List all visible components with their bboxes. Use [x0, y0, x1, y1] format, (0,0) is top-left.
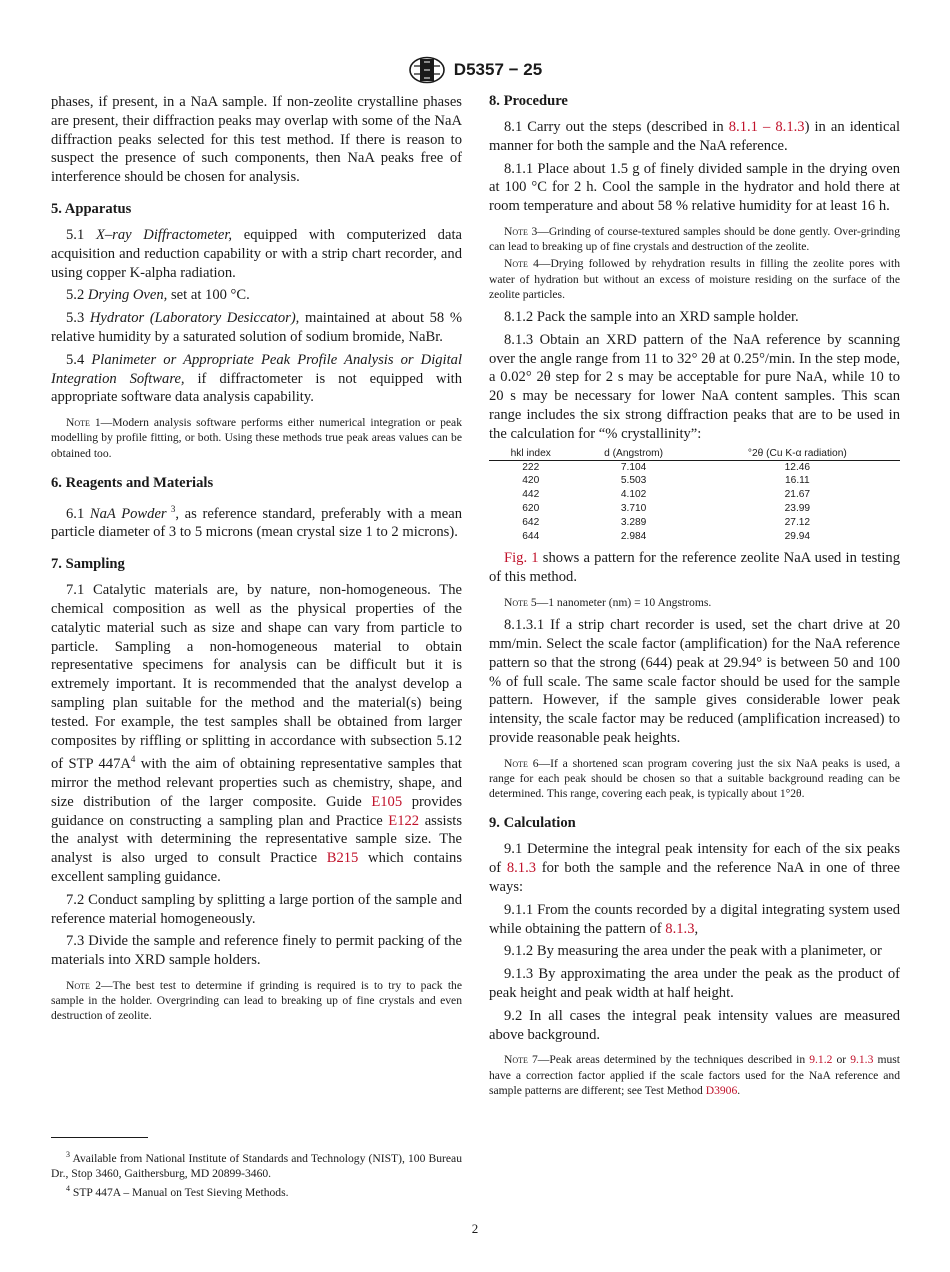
para-6-1: 6.1 NaA Powder $^3$, as reference standard, preferably with a mean particle diameter of 3 to 5 microns (mean crystal size 1 to 2 microns). [51, 503, 463, 541]
section-5-title: 5. Apparatus [51, 200, 132, 217]
table-cell: 4.102 [620, 489, 647, 501]
link-d3906[interactable]: D3906 [705, 1083, 738, 1097]
document-number: D5357 − 25 [453, 60, 543, 79]
note-4: Note 4—Drying followed by rehydration results in filling the zeolite pores with water of hydration but without an excess of moisture residing on the surface of the zeolite particles. [489, 257, 900, 301]
right-column [489, 93, 900, 1104]
table-row [489, 502, 900, 516]
para-5-1: 5.1 X–ray Diffractometer, equipped with computerized data acquisition and reduction capability or with a strip chart recorder, and using copper K-alpha radiation. [51, 226, 462, 281]
table-cell: 23.99 [784, 502, 811, 514]
link-b215[interactable]: B215 [326, 850, 359, 867]
table-cell: 7.104 [620, 461, 647, 473]
para-5-3: 5.3 Hydrator (Laboratory Desiccator), maintained at about 58 % relative humidity by a saturated solution of sodium bromide, NaBr. [51, 310, 463, 345]
para-9-1-3: 9.1.3 By approximating the area under the peak as the product of peak height and peak width at half height. [489, 966, 900, 1001]
note-7: Note 7—Peak areas determined by the techniques described in 9.1.2 or 9.1.3 must have a correction factor applied if the scale factors used for the NaA reference and sample patterns are different; see Test Method D3906. [489, 1053, 900, 1097]
section-7-title: 7. Sampling [51, 556, 125, 573]
astm-logo-icon [408, 56, 446, 84]
section-9-title: 9. Calculation [489, 815, 576, 832]
section-8-title: 8. Procedure [489, 93, 568, 109]
link-8-1-3[interactable]: 8.1.3 [506, 860, 537, 877]
para-8-1-3-1: 8.1.3.1 If a strip chart recorder is used, set the chart drive at 20 mm/min. Select the scale factor (amplification) for the NaA reference pattern so that the strong (644) peak at 29.94° is between 50 and 100 % of full scale. The same scale factor should be used for the sample pattern. However, if the sample gives considerable lower peak intensity, the scale factor may be reduced (amplification increased) to provide reasonable peak heights. [489, 617, 900, 746]
para-5-2: 5.2 Drying Oven, set at 100 °C. [66, 287, 250, 304]
footnote-ref-3[interactable]: 3 [166, 503, 176, 514]
para-9-1-2: 9.1.2 By measuring the area under the peak with a planimeter, or [504, 943, 882, 960]
para-9-2: 9.2 In all cases the integral peak intensity values are measured above background. [489, 1007, 900, 1043]
table-cell: 21.67 [784, 489, 811, 501]
footnote-ref-4[interactable]: 4 [130, 754, 136, 765]
table-row [489, 460, 900, 474]
link-e105[interactable]: E105 [371, 793, 403, 810]
page-number: 2 [471, 1221, 479, 1236]
fig-1-paragraph: Fig. 1 shows a pattern for the reference zeolite NaA used in testing of this method. [489, 550, 900, 586]
table-row [489, 516, 900, 530]
table-row [489, 474, 900, 488]
para-7-2: 7.2 Conduct sampling by splitting a large portion of the sample and reference material homogeneously. [51, 891, 462, 927]
table-cell: 620 [522, 502, 540, 514]
table-header-cell: hkl index [489, 448, 572, 461]
table-cell: 5.503 [620, 475, 647, 487]
footnotes [51, 1137, 462, 1200]
link-9-1-3[interactable]: 9.1.3 [850, 1053, 874, 1067]
para-8-1-1: 8.1.1 Place about 1.5 g of finely divided sample in the drying oven at 100 °C for 2 h. Cool the sample in the hydrator and hold there at room temperature and about 58 % relative humidity for at least 16 h. [489, 160, 900, 215]
table-cell: 442 [522, 489, 540, 501]
para-5-4: 5.4 Planimeter or Appropriate Peak Profile Analysis or Digital Integration Software, if diffractometer is not equipped with appropriate software data analysis capability. [51, 351, 463, 406]
para-8-1-3: 8.1.3 Obtain an XRD pattern of the NaA reference by scanning over the angle range from 11 to 32° 2θ at 0.25°/min. In the step mode, a 0.02° 2θ step for 2 s may be acceptable for pure NaA, while 10 to 20 s may be necessary for lower NaA content samples. This scan range includes the six strong diffraction peaks that are to be used in the calculation for “% crystallinity”: [489, 331, 900, 442]
note-2: Note 2—The best test to determine if grinding is required is to try to pack the sample in the holder. Overgrinding can lead to breaking up of fine crystals and even destruction of zeolite. [51, 979, 462, 1023]
table-header-cell: d (Angstrom) [572, 448, 694, 461]
para-9-1: 9.1 Determine the integral peak intensity for each of the six peaks of 8.1.3 for both the sample and the reference NaA in one of three ways: [489, 841, 900, 895]
hkl-peak-table [489, 448, 900, 544]
link-8-1-1-to-8-1-3[interactable]: 8.1.1 – 8.1.3 [728, 119, 805, 135]
table-row [489, 530, 900, 544]
note-1: Note 1—Modern analysis software performs either numerical integration or peak modelling by profile fitting, or both. Using these methods true peak areas values can be obtained too. [51, 416, 462, 460]
table-cell: 2.984 [620, 530, 647, 542]
table-cell: 642 [522, 516, 540, 528]
table-cell: 420 [522, 475, 540, 487]
link-fig-1[interactable]: Fig. 1 [504, 550, 539, 567]
note-3: Note 3—Grinding of course-textured samples should be done gently. Over-grinding can lead to breaking up of fine crystals and destruction of the zeolite. [489, 224, 900, 254]
table-cell: 222 [522, 461, 540, 473]
footnote-divider [51, 1137, 148, 1138]
table-header-cell: °2θ (Cu K-α radiation) [695, 448, 900, 461]
table-row [489, 488, 900, 502]
table-cell: 16.11 [784, 475, 810, 487]
para-8-1: 8.1 Carry out the steps (described in 8.1.1 – 8.1.3) in an identical manner for both the sample and the NaA reference. [489, 119, 900, 154]
note-6: Note 6—If a shortened scan program covering just the six NaA peaks is used, a range for each peak should be chosen so that a suitable background reading can be determined. This range, covering each peak, is typically about 1°2θ. [489, 756, 900, 801]
link-9-1-2[interactable]: 9.1.2 [809, 1053, 833, 1067]
link-e122[interactable]: E122 [388, 812, 420, 829]
link-8-1-3[interactable]: 8.1.3 [665, 920, 695, 937]
page-header [0, 56, 950, 84]
footnote-3: $^3$ Available from National Institute of Standards and Technology (NIST), 100 Bureau Dr., Stop 3460, Gaithersburg, MD 20899-3460. [51, 1150, 462, 1181]
intro-paragraph: phases, if present, in a NaA sample. If non-zeolite crystalline phases are present, their diffraction peaks may overlap with some of the NaA diffraction peaks selected for this test method. If there is reason to suspect the presence of such components, then NaA peaks free of interference should be chosen for analysis. [51, 94, 462, 186]
table-cell: 12.46 [784, 461, 811, 473]
section-6-title: 6. Reagents and Materials [51, 474, 214, 491]
para-8-1-2: 8.1.2 Pack the sample into an XRD sample holder. [504, 309, 799, 325]
table-cell: 3.289 [620, 516, 647, 528]
note-5: Note 5—1 nanometer (nm) = 10 Angstroms. [504, 595, 712, 609]
table-cell: 644 [522, 530, 540, 542]
para-9-1-1: 9.1.1 From the counts recorded by a digital integrating system used while obtaining the pattern of 8.1.3, [489, 901, 900, 937]
para-7-3: 7.3 Divide the sample and reference finely to permit packing of the materials into XRD sample holders. [51, 933, 462, 969]
left-column [51, 93, 462, 1030]
table-cell: 3.710 [620, 502, 647, 514]
footnote-4: $^4$ STP 447A – Manual on Test Sieving Methods. [66, 1184, 289, 1200]
table-cell: 27.12 [784, 516, 811, 528]
table-cell: 29.94 [784, 530, 811, 542]
table-header-row [489, 448, 900, 461]
para-7-1: 7.1 Catalytic materials are, by nature, non-homogeneous. The chemical composition as well as the physical properties of the catalytic material such as size and shape can vary from particle to particle. Sampling a non-homogeneous material to obtain representative specimens for analysis can be difficult but it is extremely important. It is recommended that the analyst develop a sampling plan suitable for the method and the material(s) being tested. For example, the test samples shall be obtained from larger composites by riffling or splitting in accordance with subsection 5.12 of STP $447A^4$ with the aim of obtaining representative samples that mirror the method relevant properties such as chemistry, shape, and size distribution of the larger composite. Guide E105 provides guidance on constructing a sampling plan and Practice E122 assists the analyst with determining the representative sample size. The analyst is also urged to consult Practice B215 which contains excellent sampling guidance. [51, 582, 463, 886]
